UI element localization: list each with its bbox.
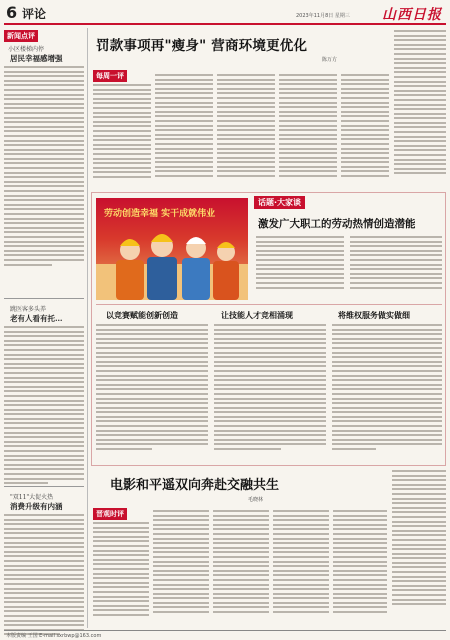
jin-guan-comment-tag: 晋观时评 (93, 508, 127, 520)
item3-kicker: "双11"大促火热 (10, 494, 54, 501)
topic-sub-body-1 (96, 324, 208, 453)
lead-headline: 罚款事项再"瘦身" 营商环境更优化 (96, 38, 308, 54)
left-divider-1 (4, 298, 84, 299)
page-number: 6 (6, 3, 18, 22)
item3-body (4, 514, 84, 638)
labor-poster-image (96, 198, 248, 300)
bottom-body-col4 (273, 510, 329, 616)
topic-subrule (96, 304, 442, 305)
bottom-headline: 电影和平遥双向奔赴交融共生 (110, 478, 280, 493)
news-comment-tag: 新闻点评 (4, 30, 38, 42)
topic-title: 激发广大职工的劳动热情创造潜能 (258, 218, 416, 230)
left-column (4, 28, 84, 628)
topic-sub-body-2 (214, 324, 326, 453)
topic-sub-title-3: 将维权服务做实做细 (338, 310, 410, 320)
left-divider-2 (4, 486, 84, 487)
topic-sub-title-1: 以竞赛赋能创新创造 (106, 310, 178, 320)
lead-body-col6 (394, 30, 446, 177)
paper-name-logo: 山西日报 (382, 7, 442, 23)
weekly-comment-tag: 每周一评 (93, 70, 127, 82)
footer-editor-email: 本版责编 王国 E-mail sxrbwp@163.com (6, 633, 102, 639)
footer-rule (4, 630, 446, 631)
topic-sub-title-2: 让技能人才竞相涌现 (221, 310, 293, 320)
poster-slogan: 劳动创造幸福 实干成就伟业 (104, 209, 216, 219)
lead-author: 陈万方 (322, 57, 338, 63)
topic-tag: 话题·大家谈 (254, 196, 305, 209)
lead-body-col2 (155, 74, 213, 180)
bottom-body-col6 (392, 470, 446, 608)
topic-intro-col2 (350, 236, 442, 291)
topic-intro-col1 (256, 236, 344, 291)
date-info: 2023年11月8日 星期三 (296, 13, 350, 19)
left-column-rule (87, 28, 88, 628)
item1-body (4, 66, 84, 268)
bottom-body-col5 (333, 510, 387, 616)
header-rule (4, 23, 446, 25)
item1-kicker: 小区楼梯内停 (8, 46, 45, 53)
bottom-body-col1 (93, 522, 149, 618)
lead-body-col4 (279, 74, 337, 180)
item3-title: 消费升级有内涵 (10, 502, 63, 511)
lead-body-col5 (341, 74, 389, 180)
bottom-body-col2 (153, 510, 209, 616)
bottom-author: 毛晓林 (248, 497, 264, 503)
workers-illustration (96, 220, 248, 300)
bottom-body-col3 (213, 510, 269, 616)
lead-body-col3 (217, 74, 275, 180)
topic-sub-body-3 (332, 324, 442, 453)
page-header (0, 0, 450, 24)
item2-body (4, 326, 84, 487)
lead-body-col1 (93, 84, 151, 180)
item2-title: 老有人看有托… (10, 314, 63, 323)
item1-title: 居民幸福感增强 (10, 54, 63, 63)
section-title: 评论 (22, 7, 47, 21)
item2-kicker: 跳医客多头养 (10, 306, 47, 313)
